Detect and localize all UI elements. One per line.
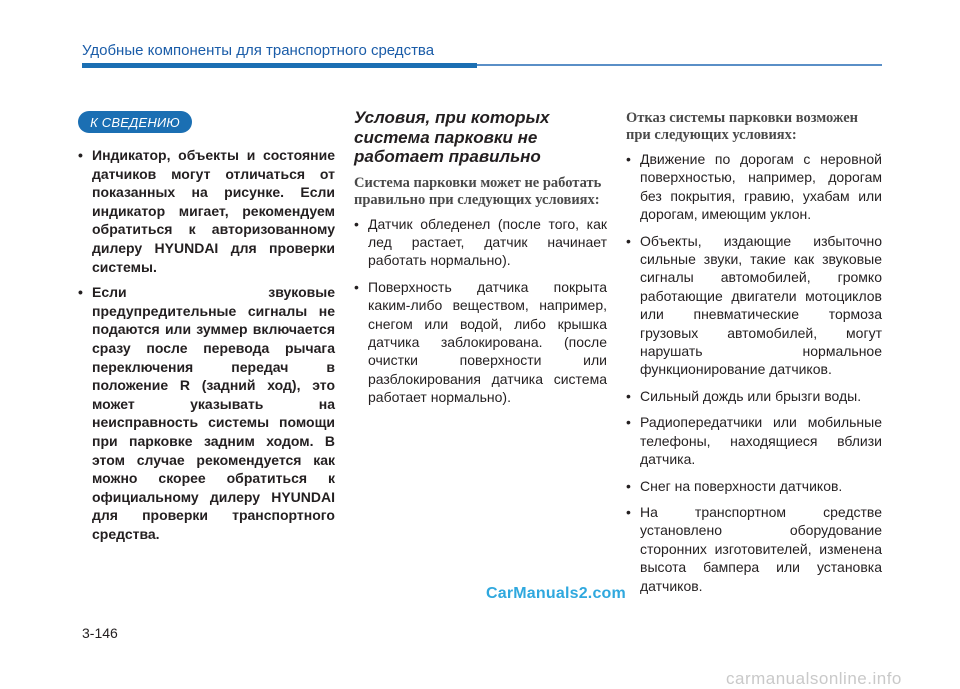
notice-column bbox=[78, 146, 335, 550]
failure-item: • Снег на поверхности датчиков. bbox=[626, 477, 882, 495]
notice-list bbox=[78, 146, 335, 543]
notice-badge: К СВЕДЕНИЮ bbox=[78, 111, 192, 133]
conditions-list bbox=[354, 215, 607, 407]
failure-list bbox=[626, 150, 882, 595]
failure-item: • Радиопередатчики или мобильные телефоны, находящиеся вблизи датчика. bbox=[626, 413, 882, 468]
page-number: 3-146 bbox=[82, 625, 118, 641]
header-rule-dark bbox=[82, 63, 477, 68]
footer-watermark: carmanualsonline.info bbox=[726, 669, 902, 688]
conditions-heading: Условия, при которых система парковки не работает правильно bbox=[354, 108, 550, 166]
failure-item: • Движение по дорогам с неровной поверхностью, например, дорогам без покрытия, гравию, ухабам или дорогам, имеющим уклон. bbox=[626, 150, 882, 224]
failure-item: • Сильный дождь или брызги воды. bbox=[626, 387, 882, 405]
header-rule-light bbox=[477, 64, 882, 66]
condition-item: • Поверхность датчика покрыта каким-либо веществом, например, снегом или водой, либо крышка датчика заблокирована. (после очистки поверхности или разблокирования датчика система работает нормально). bbox=[354, 278, 607, 407]
notice-item: • Индикатор, объекты и состояние датчиков могут отличаться от показанных на рисунке. Если индикатор мигает, рекомендуем обратиться к авторизованному дилеру HYUNDAI для проверки системы. bbox=[78, 146, 335, 276]
section-title: Удобные компоненты для транспортного средства bbox=[82, 42, 435, 59]
condition-item: • Датчик обледенел (после того, как лед растает, датчик начинает работать нормально). bbox=[354, 215, 607, 270]
failure-heading: Отказ системы парковки возможен при следующих условиях: bbox=[626, 110, 859, 143]
failure-item: • Объекты, издающие избыточно сильные звуки, такие как звуковые сигналы автомобилей, громко работающие двигатели мотоциклов или пневматические тормоза грузовых автомобилей, могут нарушать нормальное функционирование датчиков. bbox=[626, 232, 882, 379]
notice-item: • Если звуковые предупредительные сигналы не подаются или зуммер включается сразу после перевода рычага переключения передач в положение R (задний ход), это может указывать на неисправность системы помощи при парковке задним ходом. В этом случае рекомендуется как можно скорее обратиться к официальному дилеру HYUNDAI для проверки транспортного средства. bbox=[78, 283, 335, 543]
conditions-column bbox=[354, 108, 607, 415]
failure-column bbox=[626, 110, 882, 603]
conditions-subheading: Система парковки может не работать правильно при следующих условиях: bbox=[354, 174, 602, 208]
site-watermark: CarManuals2.com bbox=[486, 585, 626, 602]
failure-item: • На транспортном средстве установлено оборудование сторонних изготовителей, изменена высота бампера или установка датчиков. bbox=[626, 503, 882, 595]
